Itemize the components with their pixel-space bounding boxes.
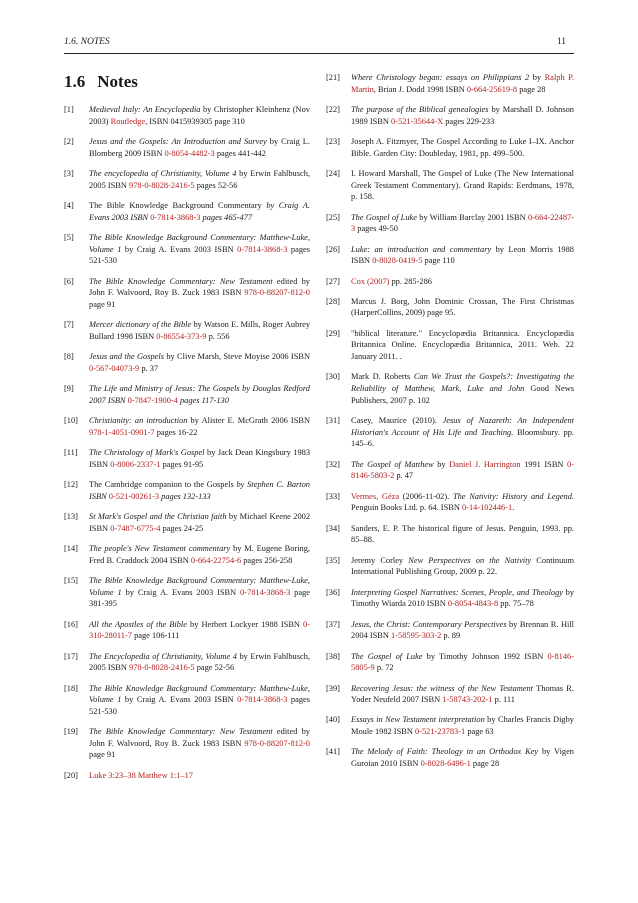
reference-text: Joseph A. Fitzmyer, The Gospel According to Luke I–IX. Anchor Bible. Garden City: Doubleday, 1981, pp. 499–500.	[351, 136, 574, 158]
reference-title: The Encyclopedia of Christianity, Volume 4	[89, 651, 237, 661]
reference-number: [25]	[326, 212, 340, 222]
reference-entry	[326, 459, 574, 482]
section-title: Notes	[97, 72, 138, 91]
reference-number: [40]	[326, 715, 340, 725]
reference-text: by Herbert Lockyer 1988 ISBN	[186, 619, 304, 629]
reference-link[interactable]: 978-0-8028-2416-5	[129, 663, 195, 673]
reference-title: The Bible Knowledge Background Commentary: Matthew-Luke, Volume 1	[89, 683, 310, 705]
reference-number: [26]	[326, 244, 340, 254]
reference-text: by Leon Morris 1988 ISBN	[351, 244, 574, 266]
reference-number: [3]	[64, 168, 74, 178]
reference-text: by	[433, 459, 450, 469]
reference-title: pages 132-133	[159, 491, 211, 501]
reference-link[interactable]: 0-86554-373-9	[156, 331, 207, 341]
reference-text: Good News Publishers, 2007 p. 102	[351, 384, 574, 405]
reference-link[interactable]: Luke 3:23–38	[89, 770, 136, 780]
reference-text: by Charles Francis Digby Moule 1982 ISBN	[351, 715, 574, 737]
reference-number: [7]	[64, 320, 74, 330]
reference-entry	[64, 726, 310, 761]
reference-text: pages 52-56	[194, 180, 238, 190]
reference-text: by Watson E. Mills, Roger Aubrey Bullard 1998 ISBN	[89, 320, 311, 341]
reference-entry	[326, 296, 574, 319]
reference-title: The Gospel of Luke	[351, 651, 423, 661]
reference-title: Interpreting Gospel Narratives: Scenes, People, and Theology	[351, 587, 564, 597]
reference-entry	[64, 136, 310, 159]
reference-title: New Perspectives on the Nativity	[408, 555, 532, 565]
reference-link[interactable]: 978-1-4051-0901-7	[89, 427, 155, 437]
reference-title: The purpose of the Biblical genealogies	[351, 104, 489, 114]
reference-text: The Cambridge companion to the Gospels	[89, 480, 237, 490]
reference-text: pages 24-25	[160, 523, 204, 533]
reference-number: [4]	[64, 200, 74, 210]
reference-link[interactable]: Vermes, Géza	[351, 491, 400, 501]
reference-entry	[64, 319, 310, 342]
reference-link[interactable]: 0-8054-4843-8	[447, 599, 499, 609]
reference-link[interactable]: 1-58595-303-2	[391, 631, 442, 641]
running-header-section: 1.6. NOTES	[64, 37, 110, 47]
reference-link[interactable]: 0-310-28011-7	[89, 619, 311, 641]
reference-link[interactable]: 1-58743-202-1	[442, 695, 493, 705]
reference-title: Where Christology began: essays on Philippians 2	[351, 73, 530, 82]
reference-number: [31]	[326, 416, 340, 426]
reference-text: , ISBN 0415939305 page 310	[145, 116, 245, 126]
reference-text: page 52-56	[194, 663, 235, 673]
reference-entry	[326, 328, 574, 363]
page-number: 11	[556, 37, 566, 47]
reference-link[interactable]: 0-521-23783-1	[414, 727, 466, 737]
references-right-column	[326, 72, 574, 778]
reference-title: Jesus, the Christ: Contemporary Perspectives	[351, 619, 507, 629]
reference-number: [22]	[326, 104, 340, 114]
reference-text: pages 521-530	[89, 695, 310, 716]
reference-entry	[64, 770, 310, 782]
reference-number: [29]	[326, 328, 340, 338]
reference-text: page 110	[422, 256, 455, 266]
reference-title: Mercer dictionary of the Bible	[89, 320, 192, 330]
reference-entry	[64, 619, 310, 642]
reference-entry	[64, 575, 310, 610]
reference-text: Casey, Maurice (2010).	[351, 416, 443, 426]
reference-number: [15]	[64, 575, 78, 585]
reference-number: [17]	[64, 651, 78, 661]
reference-title: The Bible Knowledge Commentary: New Testament	[89, 276, 273, 286]
running-header	[64, 37, 574, 51]
reference-text: by Vigen Guroian 2010 ISBN	[351, 747, 574, 769]
section-heading	[64, 72, 138, 92]
reference-number: [28]	[326, 296, 340, 306]
reference-link[interactable]: 978-0-88207-812-0	[244, 738, 310, 748]
reference-link[interactable]: Routledge	[110, 116, 146, 126]
reference-text: page 63	[465, 727, 494, 737]
reference-entry	[326, 276, 574, 288]
reference-text: by Michael Keene 2002 ISBN	[89, 512, 311, 533]
reference-link[interactable]: Matthew 1:1–17	[137, 770, 193, 780]
reference-title: Recovering Jesus: the witness of the New Testament	[351, 683, 533, 693]
reference-text: p. 72	[374, 663, 394, 673]
reference-entry	[326, 212, 574, 235]
reference-number: [11]	[64, 448, 78, 458]
reference-link[interactable]: 0-8146-5803-2	[351, 459, 574, 481]
reference-title: The Life and Ministry of Jesus: The Gospels	[89, 384, 240, 394]
reference-number: [12]	[64, 480, 78, 490]
reference-text: page 28	[517, 84, 546, 94]
reference-entry	[326, 244, 574, 267]
reference-number: [21]	[326, 73, 340, 82]
reference-text: by Timothy Johnson 1992 ISBN	[422, 651, 548, 661]
reference-text: page 91	[89, 750, 116, 760]
reference-text: edited by John F. Walvoord, Roy B. Zuck 1983 ISBN	[89, 276, 310, 298]
reference-number: [41]	[326, 747, 340, 757]
reference-entry	[326, 651, 574, 674]
reference-title: The Bible Knowledge Commentary: New Testament	[89, 727, 273, 737]
reference-number: [24]	[326, 168, 340, 178]
reference-number: [13]	[64, 512, 78, 521]
reference-title: by Douglas Redford 2007 ISBN	[89, 384, 310, 405]
reference-text: by Craig A. Evans 2003 ISBN	[121, 695, 238, 705]
reference-number: [2]	[64, 136, 74, 146]
reference-entry	[326, 683, 574, 706]
reference-title: The Bible Knowledge Background Commentary: Matthew-Luke, Volume 1	[89, 575, 310, 597]
reference-text: pages 16-22	[154, 427, 198, 437]
reference-text: by Marshall D. Johnson 1989 ISBN	[351, 104, 574, 126]
reference-title: The Christology of Mark's Gospel	[89, 448, 205, 458]
reference-entry	[64, 651, 310, 674]
reference-number: [5]	[64, 232, 74, 242]
reference-number: [30]	[326, 372, 340, 382]
reference-link[interactable]: Daniel J. Harrington	[449, 459, 521, 469]
reference-entry	[326, 136, 574, 159]
reference-title: Medieval Italy: An Encyclopedia	[89, 105, 201, 114]
reference-title: The Melody of Faith: Theology in an Orthodox Key	[351, 747, 539, 757]
reference-text: by	[529, 73, 545, 82]
reference-text: Mark D. Roberts	[351, 372, 414, 382]
reference-text: by M. Eugene Boring, Fred B. Craddock 2004 ISBN	[89, 543, 310, 565]
reference-text: 1991 ISBN	[520, 459, 567, 469]
reference-number: [18]	[64, 683, 78, 693]
reference-number: [38]	[326, 651, 340, 661]
reference-link[interactable]: Cox (2007)	[351, 276, 390, 286]
reference-title: Essays in New Testament interpretation	[351, 715, 485, 725]
reference-title: Jesus and the Gospels: An Introduction and Survey	[89, 136, 267, 146]
reference-text: Penguin Books Ltd. p. 64. ISBN	[351, 503, 462, 513]
reference-link[interactable]: 0-7847-1900-4	[127, 395, 178, 405]
reference-text: .	[512, 503, 515, 513]
reference-entry	[326, 746, 574, 769]
header-rule	[64, 53, 574, 54]
reference-entry	[64, 543, 310, 566]
reference-link[interactable]: 0-7814-3868-3	[240, 587, 291, 597]
reference-link[interactable]: 0-14-102446-1	[461, 503, 513, 513]
reference-text: pages 49-50	[355, 224, 398, 234]
reference-link[interactable]: 0-8006-2337-1	[110, 459, 161, 469]
reference-number: [35]	[326, 555, 340, 565]
reference-number: [8]	[64, 352, 74, 362]
reference-number: [16]	[64, 619, 78, 629]
reference-entry	[64, 447, 310, 470]
reference-entry	[326, 555, 574, 578]
reference-entry	[326, 523, 574, 546]
reference-text: by Jack Dean Kingsbury 1983 ISBN	[89, 448, 311, 469]
reference-link[interactable]: 0-7487-6775-4	[110, 523, 161, 533]
reference-title: Luke: an introduction and commentary	[351, 244, 492, 254]
reference-text: by Craig A. Evans 2003 ISBN	[121, 587, 241, 597]
reference-text: p. 47	[394, 471, 414, 481]
reference-entry	[326, 72, 574, 95]
reference-link[interactable]: 0-8028-6496-1	[420, 759, 471, 769]
reference-title: pages 117-130	[177, 395, 229, 405]
reference-link[interactable]: 0-7814-3868-3	[237, 695, 288, 705]
reference-text: by Clive Marsh, Steve Moyise 2006 ISBN	[163, 352, 311, 362]
reference-text: Sanders, E. P. The historical figure of Jesus. Penguin, 1993. pp. 85–88.	[351, 523, 574, 545]
reference-text: The Bible Knowledge Background Commentary	[89, 200, 267, 210]
reference-text: page 91	[89, 299, 116, 309]
references-left-column	[64, 104, 310, 790]
reference-text: pages 521-530	[89, 244, 310, 266]
reference-number: [14]	[64, 543, 78, 553]
reference-title: Jesus of Nazareth: An Independent Historian's Account of His Life and Teaching.	[351, 416, 575, 437]
reference-text: page 381-395	[89, 587, 310, 609]
reference-link[interactable]: 0-7814-3868-3	[150, 212, 201, 222]
reference-link[interactable]: 0-8028-0419-5	[372, 256, 423, 266]
reference-number: [6]	[64, 276, 74, 286]
reference-text: Thomas R. Yoder Neufeld 2007 ISBN	[351, 683, 574, 705]
reference-entry	[64, 415, 310, 438]
reference-link[interactable]: 0-8146-5805-9	[351, 651, 574, 673]
reference-text: "biblical literature." Encyclopædia Britannica. Encyclopædia Britannica Online. Encyclopædia Britannica, 2011. Web. 22 January 2011. .	[351, 328, 574, 362]
reference-text: , Brian J. Dodd 1998 ISBN	[373, 84, 467, 94]
reference-number: [36]	[326, 587, 340, 597]
reference-link[interactable]: 0-664-22754-6	[190, 555, 242, 565]
reference-entry	[64, 276, 310, 311]
reference-number: [10]	[64, 416, 78, 426]
reference-text: (2006-11-02).	[399, 491, 453, 501]
reference-text: I. Howard Marshall, The Gospel of Luke (The New International Greek Testament Commentary). Grand Rapids: Eerdmans, 1978, p. 158.	[351, 168, 574, 202]
reference-text: Marcus J. Borg, John Dominic Crossan, The First Christmas (HarperCollins, 2009) page 95.	[351, 296, 574, 318]
reference-title: The people's New Testament commentary	[89, 543, 231, 553]
reference-text: edited by John F. Walvoord, Roy B. Zuck 1983 ISBN	[89, 727, 310, 748]
reference-title: by Craig A. Evans 2003 ISBN	[89, 200, 310, 222]
reference-number: [20]	[64, 770, 78, 780]
reference-entry	[64, 383, 310, 406]
reference-link[interactable]: 978-0-8028-2416-5	[129, 180, 195, 190]
reference-title: The encyclopedia of Christianity, Volume 4	[89, 168, 237, 178]
reference-text: pp. 75–78	[498, 599, 534, 609]
reference-link[interactable]: 0-7814-3868-3	[237, 244, 288, 254]
reference-title: All the Apostles of the Bible	[89, 619, 187, 629]
reference-entry	[326, 415, 574, 450]
reference-text: by Alister E. McGrath 2006 ISBN	[187, 416, 310, 426]
reference-title: The Bible Knowledge Background Commentary: Matthew-Luke, Volume 1	[89, 232, 310, 254]
reference-text: pp. 285-286	[389, 276, 432, 286]
reference-entry	[326, 168, 574, 203]
reference-number: [9]	[64, 384, 74, 394]
reference-link[interactable]: 0-567-04073-9	[89, 363, 140, 373]
reference-text: by Christopher Kleinhenz (Nov 2003)	[89, 105, 310, 126]
reference-text: Continuum International Publishing Group, 2009 p. 22.	[351, 555, 574, 577]
reference-text: Bloomsbury. pp. 145–6.	[351, 427, 574, 449]
reference-text: by Brennan R. Hill 2004 ISBN	[351, 619, 574, 641]
reference-title: by Stephen C. Barton ISBN	[89, 480, 310, 501]
reference-link[interactable]: 978-0-88207-812-0	[244, 288, 310, 298]
reference-number: [27]	[326, 276, 340, 286]
reference-text: Jeremy Corley	[351, 555, 409, 565]
reference-title: Jesus and the Gospels	[89, 352, 164, 362]
reference-text: pages 229-233	[443, 116, 495, 126]
reference-number: [39]	[326, 683, 340, 693]
reference-entry	[326, 619, 574, 642]
reference-link[interactable]: 0-521-35644-X	[391, 116, 444, 126]
reference-text: page 28	[470, 759, 500, 769]
reference-text: page 106-111	[131, 631, 180, 641]
reference-entry	[64, 168, 310, 191]
reference-text: p. 37	[139, 363, 159, 373]
reference-text: p. 89	[441, 631, 461, 641]
reference-number: [23]	[326, 136, 340, 146]
section-number: 1.6	[64, 72, 86, 91]
reference-text: by Timothy Wiarda 2010 ISBN	[351, 587, 574, 609]
reference-text: by Craig L. Blomberg 2009 ISBN	[89, 136, 310, 158]
reference-text: by Erwin Fahlbusch, 2005 ISBN	[89, 651, 310, 673]
reference-entry	[64, 511, 310, 534]
reference-text: pages 256-258	[241, 555, 293, 565]
reference-link[interactable]: 0-664-25619-8	[466, 84, 518, 94]
reference-title: Can We Trust the Gospels?: Investigating the Reliability of Matthew, Mark, Luke and John	[351, 372, 575, 394]
reference-text: by Craig A. Evans 2003 ISBN	[121, 244, 238, 254]
reference-title: pages 465-477	[200, 212, 253, 222]
reference-entry	[64, 683, 310, 718]
reference-link[interactable]: 0-664-22487-3	[351, 212, 574, 234]
reference-number: [19]	[64, 727, 78, 737]
reference-text: by Erwin Fahlbusch, 2005 ISBN	[89, 168, 310, 190]
reference-entry	[64, 232, 310, 267]
reference-link[interactable]: Ralph P. Martin	[351, 73, 575, 94]
reference-number: [34]	[326, 523, 340, 533]
reference-number: [37]	[326, 619, 340, 629]
reference-number: [1]	[64, 105, 74, 114]
reference-number: [32]	[326, 459, 340, 469]
reference-title: St Mark's Gospel and the Christian faith	[89, 512, 227, 521]
reference-entry	[326, 104, 574, 127]
reference-text: pages 441-442	[214, 148, 266, 158]
reference-text: by William Barclay 2001 ISBN	[416, 212, 528, 222]
reference-entry	[326, 587, 574, 610]
reference-link[interactable]: 0-521-00261-3	[108, 491, 160, 501]
reference-entry	[64, 479, 310, 502]
reference-link[interactable]: 0-8054-4482-3	[164, 148, 215, 158]
reference-title: The Nativity: History and Legend.	[452, 491, 574, 501]
reference-entry	[326, 714, 574, 737]
reference-title: Christianity: an introduction	[89, 416, 188, 426]
reference-entry	[326, 371, 574, 406]
reference-text: pages 91-95	[160, 459, 204, 469]
reference-entry	[326, 491, 574, 514]
reference-entry	[64, 200, 310, 223]
reference-text: p. 111	[492, 695, 515, 705]
reference-number: [33]	[326, 491, 340, 501]
reference-entry	[64, 351, 310, 374]
reference-text: p. 556	[206, 331, 230, 341]
reference-title: The Gospel of Luke	[351, 212, 417, 222]
reference-entry	[64, 104, 310, 127]
reference-title: The Gospel of Matthew	[351, 459, 434, 469]
